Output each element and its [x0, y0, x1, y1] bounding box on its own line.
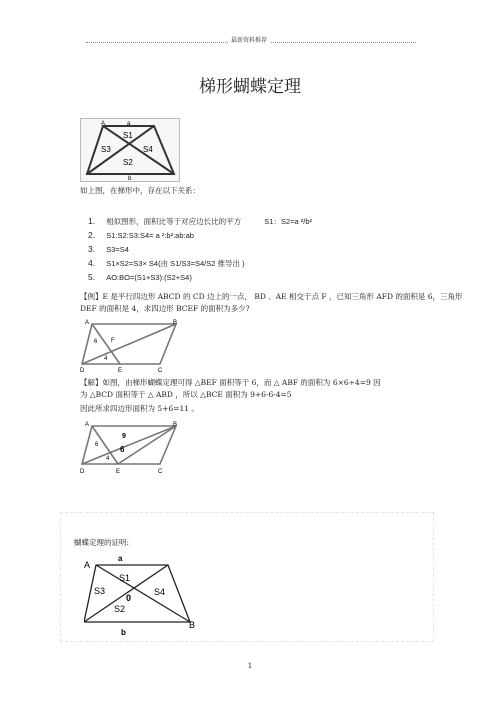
solution-line-1: 【解】如图，由梯形蝴蝶定理可得 △BEF 面积等于 6，而 △ ABF 的面积为 6×6÷4=9 因 [80, 378, 381, 387]
example-line-2: DEF 的面积是 4，求四边形 BCEF 的面积为多少? [80, 304, 250, 313]
trapezoid-diagram [81, 119, 179, 181]
proof-heading: 蝴蝶定理的证明: [74, 538, 130, 547]
list-item: 2. S1:S2:S3:S4= a ²:b²:ab:ab [88, 230, 194, 240]
proof-label-A: A [84, 560, 91, 570]
fig3-label-C: C [158, 469, 163, 475]
proof-label-S1: S1 [119, 573, 131, 583]
parallelogram-diagram-2 [80, 420, 180, 476]
parallelogram-diagram-1 [80, 318, 180, 374]
fig3-label-A: A [85, 422, 90, 428]
fig1-label-S3: S3 [101, 145, 111, 154]
fig2-label-6: 6 [94, 339, 98, 345]
solution-line-2: 为 △BCD 面积等于 △ ABD ，所以 △BCE 面积为 9+6-6-4=5 [80, 390, 292, 399]
proof-label-S3: S3 [94, 586, 106, 596]
parallelogram-figure-2 [80, 420, 180, 476]
page-number: 1 [247, 662, 253, 670]
fig3-label-B: B [173, 422, 178, 428]
fig2-label-E: E [118, 368, 123, 374]
fig1-label-A: A [101, 121, 106, 127]
intro-text: 如上图，在梯形中，存在以下关系： [80, 186, 200, 195]
proof-label-a: a [118, 554, 123, 563]
fig2-label-D: D [80, 368, 85, 374]
fig3-label-6b: 6 [120, 445, 125, 454]
header-label: 最新资料推荐 [228, 35, 270, 44]
proof-label-0: 0 [126, 593, 132, 603]
fig2-label-C: C [158, 368, 163, 374]
fig1-label-S4: S4 [143, 145, 153, 154]
proof-trapezoid-figure [84, 552, 204, 638]
proof-label-B: B [189, 620, 196, 630]
example-line-1: 【例】E 是平行四边形 ABCD 的 CD 边上的一点， BD 、AE 相交于点 F ，已知三角形 AFD 的面积是 6，三角形 [80, 292, 463, 301]
fig3-label-D: D [80, 469, 85, 475]
fig3-label-6a: 6 [95, 442, 99, 448]
proof-label-S2: S2 [114, 604, 126, 614]
fig2-label-F: F [111, 338, 115, 344]
fig1-label-b: b [128, 176, 132, 181]
fig2-label-4: 4 [104, 356, 108, 362]
list-item: 3. S3=S4 [88, 244, 129, 254]
fig3-label-4: 4 [106, 456, 110, 462]
fig1-label-S1: S1 [123, 131, 133, 140]
solution-line-3: 因此所求四边形面积为 5+6=11 。 [80, 404, 199, 413]
list-item: 4. S1×S2=S3× S4(由 S1/S3=S4/S2 推导出 ) [88, 258, 245, 268]
fig1-label-S2: S2 [123, 158, 133, 167]
fig2-label-B: B [173, 320, 178, 326]
fig3-label-E: E [116, 469, 121, 475]
fig2-label-A: A [85, 320, 90, 326]
page-title: 梯形蝴蝶定理 [199, 77, 301, 97]
parallelogram-figure-1 [80, 318, 180, 374]
proof-label-b: b [121, 628, 126, 637]
list-item: 5. AO:BO=(S1+S3):(S2+S4) [88, 272, 192, 282]
list-item: 1. 相似图形，面积比等于对应边长比的平方 S1：S2=a ²/b² [88, 216, 313, 226]
proof-trapezoid-diagram [84, 552, 204, 638]
trapezoid-figure [80, 118, 180, 182]
proof-label-S4: S4 [154, 587, 166, 597]
fig3-label-9: 9 [122, 433, 126, 440]
fig1-label-a: a [127, 121, 131, 127]
